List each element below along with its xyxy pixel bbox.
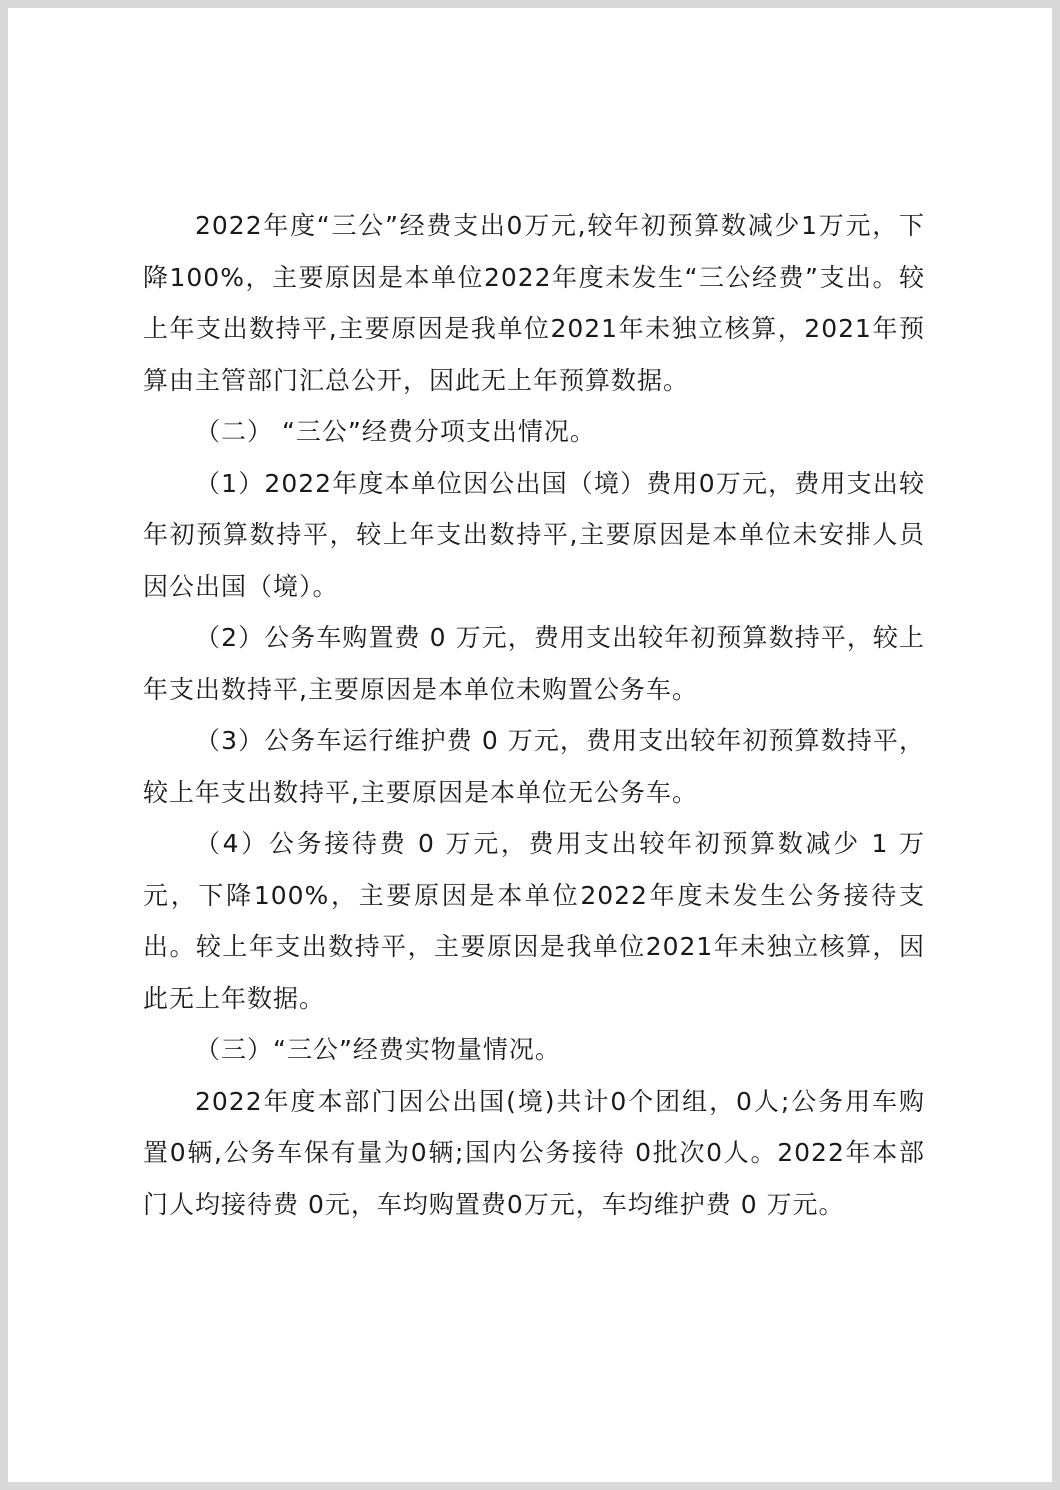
section-heading-itemized: （二） “三公”经费分项支出情况。 — [195, 417, 596, 446]
paragraph-reception: （4）公务接待费 0 万元，费用支出较年初预算数减少 1 万元，下降100%，主要原因是本单位2022年度未发生公务接待支出。较上年支出数持平，主要原因是我单位2021年未独立核算，因此无上年数据。 — [143, 829, 925, 1013]
paragraph-sangong-total: 2022年度“三公”经费支出0万元,较年初预算数减少1万元，下降100%，主要原因是本单位2022年度未发生“三公经费”支出。较上年支出数持平,主要原因是我单位2021年未独立核算，2021年预算由主管部门汇总公开，因此无上年预算数据。 — [143, 211, 925, 395]
document-body — [143, 200, 925, 1230]
section-heading-physical-quantity: （三）“三公”经费实物量情况。 — [195, 1035, 561, 1064]
paragraph-physical-quantity: 2022年度本部门因公出国(境)共计0个团组，0人;公务用车购置0辆,公务车保有量为0辆;国内公务接待 0批次0人。2022年本部门人均接待费 0元，车均购置费0万元，车均维护费 0 万元。 — [143, 1086, 925, 1219]
paragraph-vehicle-maintenance: （3）公务车运行维护费 0 万元，费用支出较年初预算数持平，较上年支出数持平,主要原因是本单位无公务车。 — [143, 726, 925, 807]
paragraph-vehicle-purchase: （2）公务车购置费 0 万元，费用支出较年初预算数持平，较上年支出数持平,主要原因是本单位未购置公务车。 — [143, 623, 925, 704]
paragraph-overseas-travel: （1）2022年度本单位因公出国（境）费用0万元，费用支出较年初预算数持平，较上年支出数持平,主要原因是本单位未安排人员因公出国（境）。 — [143, 468, 925, 601]
